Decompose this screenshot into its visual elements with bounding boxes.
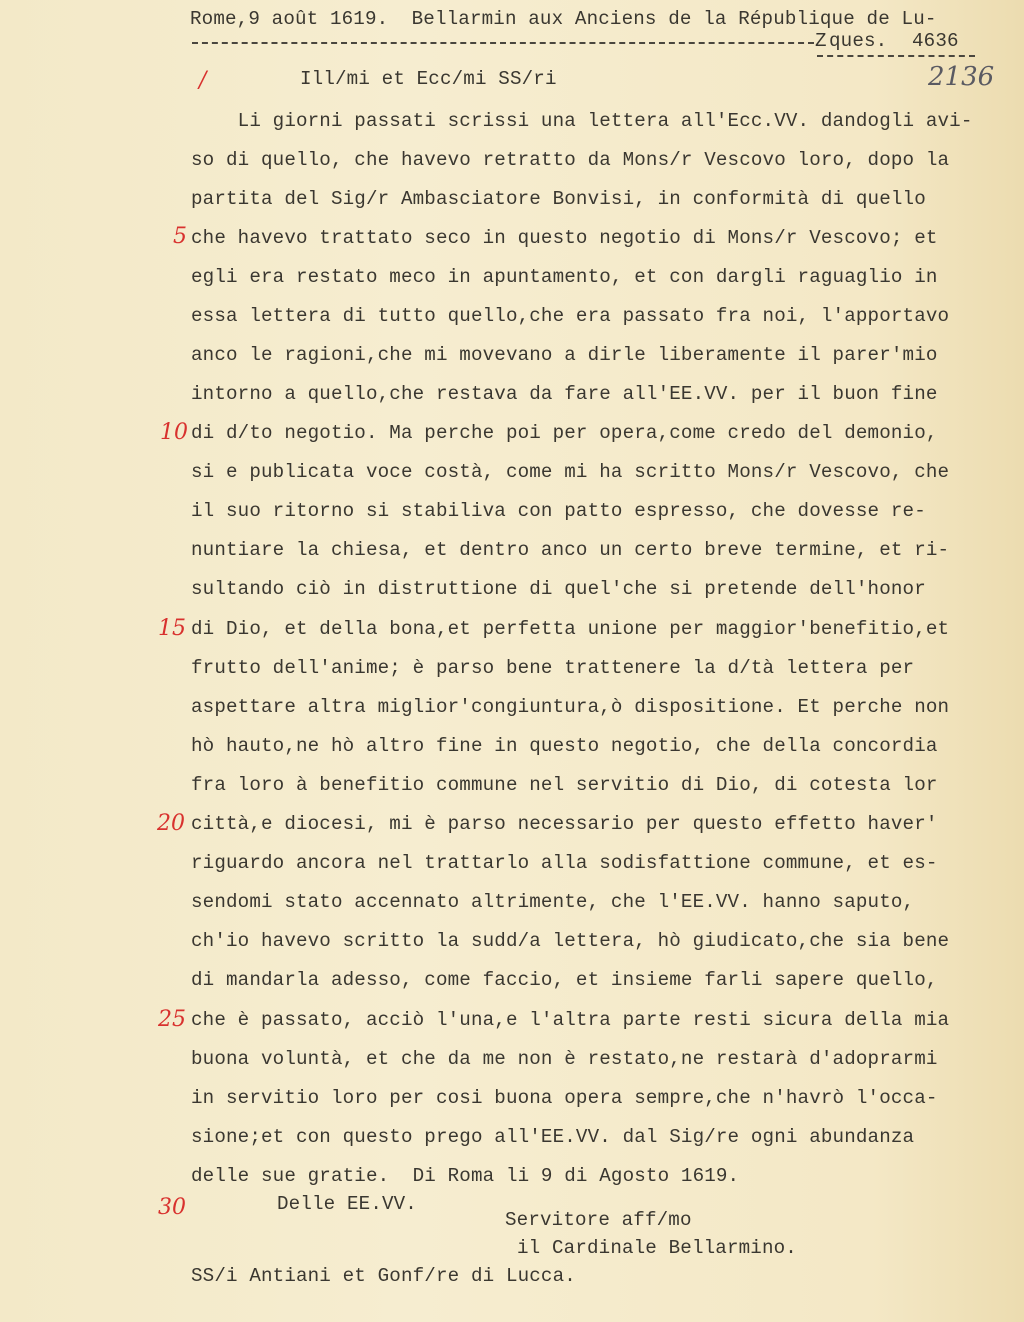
body-line: di mandarla adesso, come faccio, et insieme farli sapere quello, [191, 969, 938, 991]
body-line: buona voluntà, et che da me non è restato,ne restarà d'adoprarmi [191, 1048, 938, 1070]
body-line: che è passato, acciò l'una,e l'altra parte resti sicura della mia [191, 1009, 950, 1031]
closing-servant: Servitore aff/mo [505, 1209, 692, 1231]
body-line: che havevo trattato seco in questo negotio di Mons/r Vescovo; et [191, 227, 938, 249]
body-line: aspettare altra miglior'congiuntura,ò dispositione. Et perche non [191, 696, 950, 718]
header-line-2: ques. [829, 30, 888, 52]
body-line: sione;et con questo prego all'EE.VV. dal Sig/re ogni abundanza [191, 1126, 915, 1148]
folio-number: 2136 [928, 62, 995, 92]
body-line: partita del Sig/r Ambasciatore Bonvisi, in conformità di quello [191, 188, 926, 210]
salutation: Ill/mi et Ecc/mi SS/ri [300, 68, 557, 90]
body-line: sultando ciò in distruttione di quel'che si pretende dell'honor [191, 578, 926, 600]
body-line: so di quello, che havevo retratto da Mons/r Vescovo loro, dopo la [191, 149, 950, 171]
body-line: ch'io havevo scritto la sudd/a lettera, hò giudicato,che sia bene [191, 930, 950, 952]
margin-number-5: 5 [173, 224, 187, 249]
margin-number-30: 30 [158, 1195, 186, 1220]
body-line: intorno a quello,che restava da fare all'EE.VV. per il buon fine [191, 383, 938, 405]
body-line: città,e diocesi, mi è parso necessario per questo effetto haver' [191, 813, 938, 835]
body-line: in servitio loro per cosi buona opera sempre,che n'havrò l'occa- [191, 1087, 938, 1109]
archive-number-rule [817, 55, 975, 57]
body-line: nuntiare la chiesa, et dentro anco un certo breve termine, et ri- [191, 539, 950, 561]
closing-greeting: Delle EE.VV. [277, 1193, 417, 1215]
margin-number-20: 20 [157, 811, 185, 836]
header-dashed-rule [192, 42, 814, 44]
body-line: Li giorni passati scrissi una lettera all'Ecc.VV. dandogli avi- [191, 110, 973, 132]
closing-addressee: SS/i Antiani et Gonf/re di Lucca. [191, 1265, 576, 1287]
body-line: delle sue gratie. Di Roma li 9 di Agosto 1619. [191, 1165, 740, 1187]
body-line: riguardo ancora nel trattarlo alla sodisfattione commune, et es- [191, 852, 938, 874]
archive-number: 4636 [912, 30, 959, 52]
body-line: si e publicata voce costà, come mi ha scritto Mons/r Vescovo, che [191, 461, 950, 483]
body-line: il suo ritorno si stabiliva con patto espresso, che dovesse re- [191, 500, 926, 522]
body-line: hò hauto,ne hò altro fine in questo negotio, che della concordia [191, 735, 938, 757]
body-line: sendomi stato accennato altrimente, che l'EE.VV. hanno saputo, [191, 891, 915, 913]
body-line: di Dio, et della bona,et perfetta unione per maggior'benefitio,et [191, 618, 950, 640]
header-line-1: Rome,9 août 1619. Bellarmin aux Anciens de la République de Lu- [190, 8, 937, 30]
margin-number-25: 25 [158, 1007, 186, 1032]
margin-number-10: 10 [160, 420, 188, 445]
body-line: egli era restato meco in apuntamento, et con dargli raguaglio in [191, 266, 938, 288]
margin-mark-1: / [199, 68, 207, 93]
body-line: essa lettera di tutto quello,che era passato fra noi, l'apportavo [191, 305, 950, 327]
body-line: anco le ragioni,che mi movevano a dirle liberamente il parer'mio [191, 344, 938, 366]
margin-number-15: 15 [158, 616, 186, 641]
body-line: di d/to negotio. Ma perche poi per opera,come credo del demonio, [191, 422, 938, 444]
closing-signature: il Cardinale Bellarmino. [517, 1237, 797, 1259]
body-line: fra loro à benefitio commune nel servitio di Dio, di cotesta lor [191, 774, 938, 796]
header-line-2-prefix: Z [815, 30, 827, 52]
body-line: frutto dell'anime; è parso bene trattenere la d/tà lettera per [191, 657, 915, 679]
